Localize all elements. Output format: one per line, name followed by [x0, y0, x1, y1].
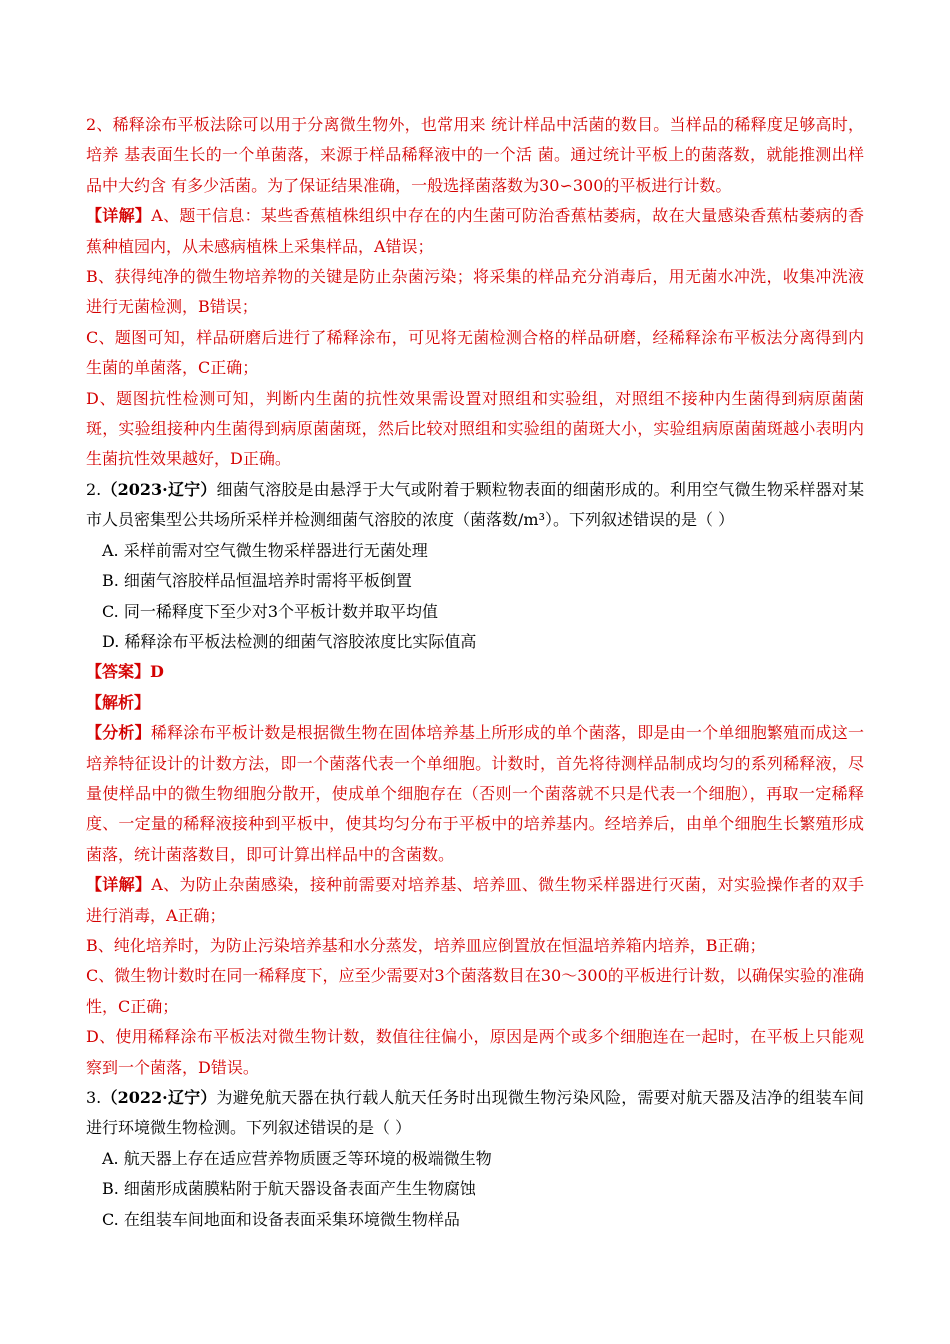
q2-option-b: B. 细菌气溶胶样品恒温培养时需将平板倒置	[102, 571, 412, 591]
analysis-text: 稀释涂布平板计数是根据微生物在固体培养基上所形成的单个菌落，即是由一个单细胞繁殖而成这一培养特征设计的计数方法，即一个菌落代表一个单细胞。计数时，首先将待测样品制成均匀的系列稀释液，尽量使样品中的微生物细胞分散开，使成单个细胞存在（否则一个菌落就不只是代表一个细胞），再取一定稀释度、一定量的稀释液接种到平板中，使其均匀分布于平板中的培养基内。经培养后，由单个细胞生长繁殖形成菌落，统计菌落数目，即可计算出样品中的含菌数。	[86, 723, 864, 864]
q2-option-d: D. 稀释涂布平板法检测的细菌气溶胶浓度比实际值高	[102, 631, 477, 651]
q2-detail-d: D、使用稀释涂布平板法对微生物计数，数值往往偏小，原因是两个或多个细胞连在一起时，在平板上只能观察到一个菌落，D错误。	[86, 1027, 864, 1077]
q3-option-b: B. 细菌形成菌膜粘附于航天器设备表面产生生物腐蚀	[102, 1179, 476, 1199]
detail-b: B、获得纯净的微生物培养物的关键是防止杂菌污染；将采集的样品充分消毒后，用无菌水冲洗，收集冲洗液进行无菌检测，B错误；	[86, 267, 864, 317]
document-page	[86, 110, 864, 1235]
q2-answer: 【答案】D	[86, 662, 164, 682]
detail-tag: 【详解】	[86, 875, 152, 895]
question-source: （2023·辽宁）	[101, 479, 217, 499]
question-number: 3.	[86, 1088, 102, 1107]
analysis-tag: 【分析】	[86, 723, 151, 743]
q2-analysis	[86, 718, 864, 870]
question-number: 2.	[86, 479, 102, 499]
question-text: 为避免航天器在执行载人航天任务时出现微生物污染风险，需要对航天器及洁净的组装车间进行环境微生物检测。下列叙述错误的是（ ）	[86, 1088, 864, 1138]
q2-option-a: A. 采样前需对空气微生物采样器进行无菌处理	[102, 540, 428, 560]
detail-a-text: A、为防止杂菌感染，接种前需要对培养基、培养皿、微生物采样器进行灭菌，对实验操作者的双手进行消毒，A正确；	[86, 875, 864, 925]
detail-tag: 【详解】	[86, 206, 152, 226]
detail-d: D、题图抗性检测可知，判断内生菌的抗性效果需设置对照组和实验组，对照组不接种内生菌得到病原菌菌斑，实验组接种内生菌得到病原菌菌斑，然后比较对照组和实验组的菌斑大小，实验组病原菌菌斑越小表明内生菌抗性效果越好，D正确。	[86, 388, 864, 469]
q2-detail-b: B、纯化培养时，为防止污染培养基和水分蒸发，培养皿应倒置放在恒温培养箱内培养，B正确；	[86, 935, 766, 955]
q3-option-a: A. 航天器上存在适应营养物质匮乏等环境的极端微生物	[102, 1148, 492, 1168]
q2-detail-a	[86, 870, 864, 931]
q2-detail-c: C、微生物计数时在同一稀释度下，应至少需要对3个菌落数目在30～300的平板进行计数，以确保实验的准确性，C正确；	[86, 966, 864, 1016]
q2-analysis-label: 【解析】	[86, 692, 151, 712]
question-2-stem	[86, 475, 864, 536]
q2-option-c: C. 同一稀释度下至少对3个平板计数并取平均值	[102, 601, 439, 621]
detail-c: C、题图可知，样品研磨后进行了稀释涂布，可见将无菌检测合格的样品研磨，经稀释涂布平板法分离得到内生菌的单菌落，C正确；	[86, 327, 864, 378]
question-3-stem	[86, 1083, 864, 1144]
question-text: 细菌气溶胶是由悬浮于大气或附着于颗粒物表面的细菌形成的。利用空气微生物采样器对某市人员密集型公共场所采样并检测细菌气溶胶的浓度（菌落数/m³）。下列叙述错误的是（ ）	[86, 479, 864, 530]
detail-a	[86, 201, 864, 262]
question-source: （2022·辽宁）	[101, 1088, 217, 1107]
q3-option-c: C. 在组装车间地面和设备表面采集环境微生物样品	[102, 1209, 460, 1229]
summary-paragraph: 2、稀释涂布平板法除可以用于分离微生物外，也常用来 统计样品中活菌的数目。当样品的稀释度足够高时，培养 基表面生长的一个单菌落，来源于样品稀释液中的一个活 菌。通过统计平板上的菌落数，就能推测出样品中大约含 有多少活菌。为了保证结果准确，一般选择菌落数为30∽300的平板进行计数。	[86, 115, 864, 195]
detail-a-text: A、题干信息：某些香蕉植株组织中存在的内生菌可防治香蕉枯萎病，故在大量感染香蕉枯萎病的香蕉种植园内，从未感病植株上采集样品，A错误；	[86, 206, 864, 256]
